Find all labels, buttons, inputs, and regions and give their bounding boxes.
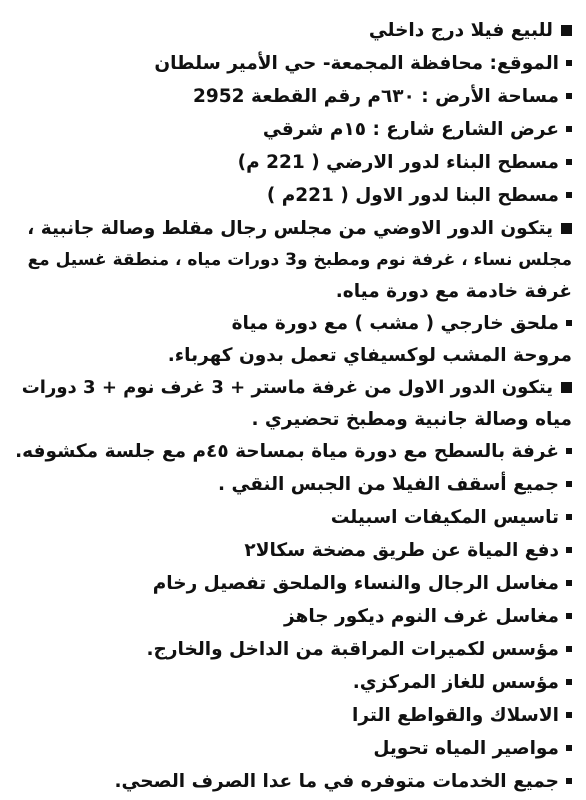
land-area-line: مساحة الأرض : ٦٣٠م رقم القطعة 2952 — [14, 80, 572, 113]
dot-bullet-icon — [566, 93, 572, 99]
services-line: جميع الخدمات متوفره في ما عدا الصرف الصحي. — [14, 765, 572, 798]
annex-line-cont: مروحة المشب لوكسيفاي تعمل بدون كهرباء. — [167, 345, 572, 366]
wiring-line: الاسلاك والقواطع الترا — [14, 699, 572, 732]
dot-bullet-icon — [566, 745, 572, 751]
ac-line: تاسيس المكيفات اسبيلت — [14, 501, 572, 534]
dot-bullet-icon — [566, 159, 572, 165]
pump-line: دفع المياة عن طريق مضخة سكالا٢ — [14, 534, 572, 567]
dot-bullet-icon — [566, 320, 572, 326]
pipes-line: مواصير المياه تحويل — [14, 732, 572, 765]
annex-line: ملحق خارجي ( مشب ) مع دورة مياة — [14, 307, 572, 340]
dot-bullet-icon — [566, 547, 572, 553]
gas-line: مؤسس للغاز المركزي. — [14, 666, 572, 699]
location-line: الموقع: محافظة المجمعة- حي الأمير سلطان — [14, 47, 572, 80]
square-bullet-icon — [561, 223, 572, 234]
dot-bullet-icon — [566, 481, 572, 487]
cameras-line: مؤسس لكميرات المراقبة من الداخل والخارج. — [14, 633, 572, 666]
first-floor-description-cont: مياه وصالة جانبية ومطبخ تحضيري . — [251, 409, 572, 430]
first-floor-description: يتكون الدور الاول من غرفة ماستر + 3 غرف نوم + 3 دورات — [14, 371, 572, 404]
ground-floor-description: يتكون الدور الاوضي من مجلس رجال مقلط وصالة جانبية ، — [14, 212, 572, 245]
dot-bullet-icon — [566, 192, 572, 198]
dot-bullet-icon — [566, 646, 572, 652]
bedroom-sinks-line: مغاسل غرف النوم ديكور جاهز — [14, 600, 572, 633]
ground-floor-area-line: مسطح البناء لدور الارضي ( 221 م) — [14, 146, 572, 179]
dot-bullet-icon — [566, 514, 572, 520]
square-bullet-icon — [561, 25, 572, 36]
dot-bullet-icon — [566, 448, 572, 454]
square-bullet-icon — [561, 382, 572, 393]
dot-bullet-icon — [566, 778, 572, 784]
first-floor-area-line: مسطح البنا لدور الاول ( 221م ) — [14, 179, 572, 212]
roof-room-line: غرفة بالسطح مع دورة مياة بمساحة ٤٥م مع جلسة مكشوفه. — [14, 435, 572, 468]
ceilings-line: جميع أسقف الفيلا من الجبس النقي . — [14, 468, 572, 501]
dot-bullet-icon — [566, 613, 572, 619]
ground-floor-description-cont: غرفة خادمة مع دورة مياه. — [335, 281, 572, 302]
dot-bullet-icon — [566, 712, 572, 718]
dot-bullet-icon — [566, 679, 572, 685]
dot-bullet-icon — [566, 60, 572, 66]
listing-title: للبيع فيلا درج داخلي — [14, 14, 572, 47]
ground-floor-description-cont: مجلس نساء ، غرفة نوم ومطبخ و3 دورات مياه ، منطقة غسيل مع — [27, 250, 572, 270]
street-width-line: عرض الشارع شارع : ١٥م شرقي — [14, 113, 572, 146]
dot-bullet-icon — [566, 126, 572, 132]
dot-bullet-icon — [566, 580, 572, 586]
sinks-line: مغاسل الرجال والنساء والملحق تفصيل رخام — [14, 567, 572, 600]
